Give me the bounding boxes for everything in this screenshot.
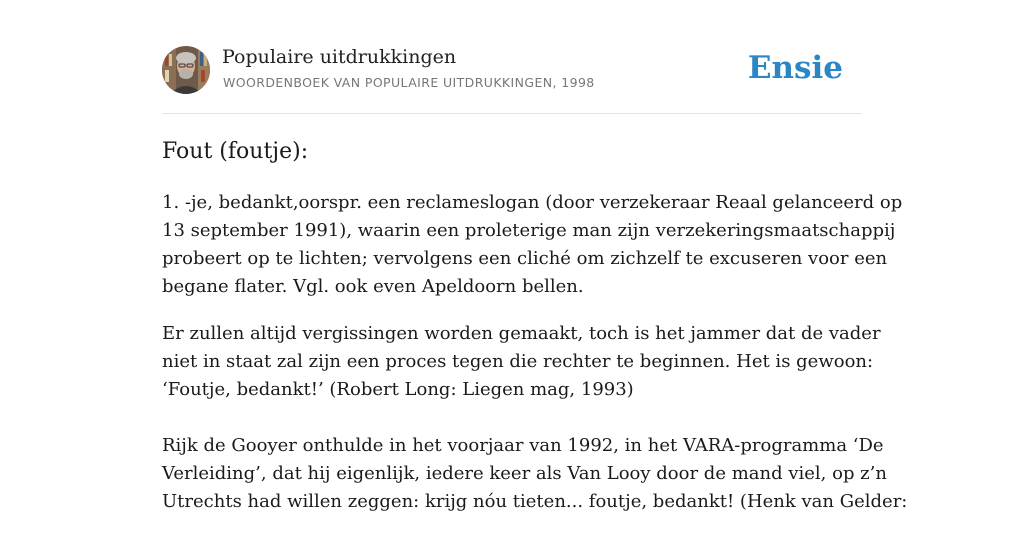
header — [162, 46, 862, 96]
spacer — [162, 423, 862, 432]
text-line: Verleiding’, dat hij eigenlijk, iedere keer als Van Looy door de mand viel, op z’n — [162, 463, 887, 484]
avatar-photo — [162, 46, 210, 94]
text-line: 1. -je, bedankt,oorspr. een reclameslogan (door verzekeraar Reaal gelanceerd op — [162, 192, 903, 213]
text-line: Utrechts had willen zeggen: krijg nóu tieten... foutje, bedankt! (Henk van Gelder: — [162, 491, 908, 512]
header-divider — [162, 113, 862, 114]
text-line: 13 september 1991), waarin een proleterige man zijn verzekeringsmaatschappij — [162, 220, 896, 241]
definition-paragraph — [162, 189, 903, 301]
author-avatar[interactable] — [162, 46, 210, 94]
text-line: begane flater. Vgl. ook even Apeldoorn bellen. — [162, 276, 584, 297]
entry-term: Fout (foutje): — [162, 139, 309, 164]
text-line: Er zullen altijd vergissingen worden gemaakt, toch is het jammer dat de vader — [162, 323, 881, 344]
source-title[interactable]: Populaire uitdrukkingen — [222, 46, 457, 68]
quote-paragraph-2 — [162, 432, 908, 516]
text-line: niet in staat zal zijn een proces tegen die rechter te beginnen. Het is gewoon: — [162, 351, 874, 372]
text-line: Rijk de Gooyer onthulde in het voorjaar van 1992, in het VARA-programma ‘De — [162, 435, 884, 456]
text-line: ‘Foutje, bedankt!’ (Robert Long: Liegen mag, 1993) — [162, 379, 634, 400]
text-line: probeert op te lichten; vervolgens een cliché om zichzelf te excuseren voor een — [162, 248, 888, 269]
entry-content — [162, 136, 908, 535]
ensie-logo[interactable]: Ensie — [747, 50, 843, 86]
source-subtitle: WOORDENBOEK VAN POPULAIRE UITDRUKKINGEN, 1998 — [223, 75, 595, 90]
quote-paragraph — [162, 320, 881, 404]
